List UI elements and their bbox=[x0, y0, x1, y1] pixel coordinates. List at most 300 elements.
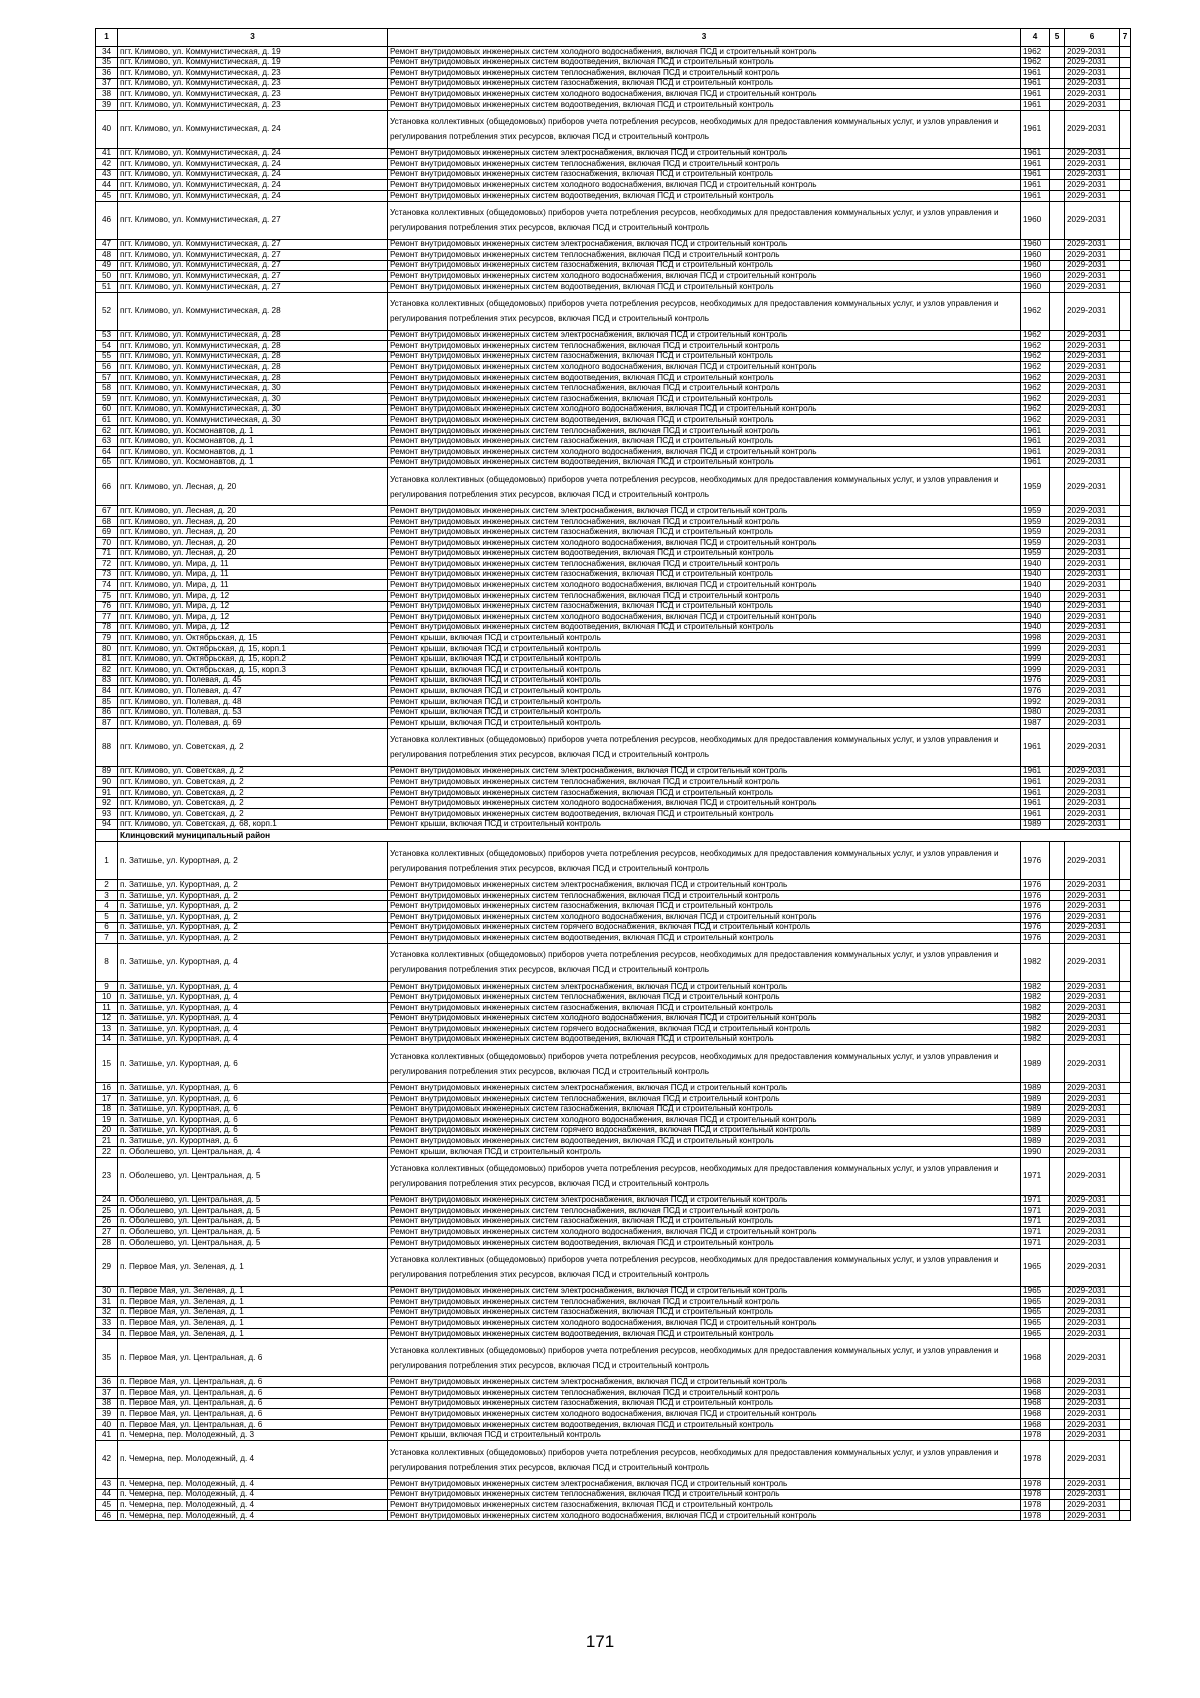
column-5-cell bbox=[1050, 601, 1065, 612]
table-row bbox=[96, 1479, 1131, 1490]
row-number-cell: 47 bbox=[96, 239, 118, 250]
period-cell: 2029-2031 bbox=[1065, 580, 1120, 591]
column-5-cell bbox=[1050, 68, 1065, 79]
row-number-cell: 10 bbox=[96, 992, 118, 1003]
column-7-cell bbox=[1120, 1157, 1131, 1195]
address-cell: п. Чемерна, пер. Молодежный, д. 4 bbox=[118, 1500, 388, 1511]
table-row bbox=[96, 590, 1131, 601]
work-type-cell: Ремонт крыши, включая ПСД и строительный контроль bbox=[388, 696, 1021, 707]
address-cell: п. Оболешево, ул. Центральная, д. 5 bbox=[118, 1216, 388, 1227]
address-cell: пгт. Климово, ул. Коммунистическая, д. 27 bbox=[118, 281, 388, 292]
period-cell: 2029-2031 bbox=[1065, 415, 1120, 426]
row-number-cell: 69 bbox=[96, 527, 118, 538]
table-row bbox=[96, 169, 1131, 180]
period-cell: 2029-2031 bbox=[1065, 506, 1120, 517]
row-number-cell: 28 bbox=[96, 1237, 118, 1248]
year-cell: 1940 bbox=[1021, 622, 1050, 633]
column-7-cell bbox=[1120, 1318, 1131, 1329]
year-cell: 1989 bbox=[1021, 819, 1050, 830]
row-number-cell: 92 bbox=[96, 798, 118, 809]
year-cell: 1968 bbox=[1021, 1419, 1050, 1430]
column-5-cell bbox=[1050, 250, 1065, 261]
work-type-cell: Ремонт внутридомовых инженерных систем электроснабжения, включая ПСД и строительный контроль bbox=[388, 1377, 1021, 1388]
work-type-cell: Ремонт внутридомовых инженерных систем электроснабжения, включая ПСД и строительный контроль bbox=[388, 1479, 1021, 1490]
period-cell: 2029-2031 bbox=[1065, 169, 1120, 180]
table-row bbox=[96, 330, 1131, 341]
year-cell: 1976 bbox=[1021, 933, 1050, 944]
work-type-cell: Ремонт внутридомовых инженерных систем газоснабжения, включая ПСД и строительный контроль bbox=[388, 1307, 1021, 1318]
period-cell: 2029-2031 bbox=[1065, 99, 1120, 110]
table-row bbox=[96, 559, 1131, 570]
work-type-cell: Ремонт внутридомовых инженерных систем теплоснабжения, включая ПСД и строительный контроль bbox=[388, 1093, 1021, 1104]
column-5-cell bbox=[1050, 1157, 1065, 1195]
column-7-cell bbox=[1120, 665, 1131, 676]
period-cell: 2029-2031 bbox=[1065, 590, 1120, 601]
work-type-cell: Ремонт крыши, включая ПСД и строительный контроль bbox=[388, 675, 1021, 686]
work-type-cell: Ремонт внутридомовых инженерных систем теплоснабжения, включая ПСД и строительный контроль bbox=[388, 777, 1021, 788]
period-cell: 2029-2031 bbox=[1065, 1286, 1120, 1297]
column-7-cell bbox=[1120, 538, 1131, 549]
address-cell: пгт. Климово, ул. Коммунистическая, д. 24 bbox=[118, 148, 388, 159]
address-cell: п. Первое Мая, ул. Центральная, д. 6 bbox=[118, 1388, 388, 1399]
work-type-cell: Ремонт внутридомовых инженерных систем электроснабжения, включая ПСД и строительный контроль bbox=[388, 1083, 1021, 1094]
column-7-cell bbox=[1120, 696, 1131, 707]
column-5-cell bbox=[1050, 1377, 1065, 1388]
address-cell: пгт. Климово, ул. Коммунистическая, д. 27 bbox=[118, 260, 388, 271]
work-type-cell: Ремонт внутридомовых инженерных систем электроснабжения, включая ПСД и строительный контроль bbox=[388, 148, 1021, 159]
address-cell: пгт. Климово, ул. Коммунистическая, д. 28 bbox=[118, 341, 388, 352]
row-number-cell: 30 bbox=[96, 1286, 118, 1297]
period-cell: 2029-2031 bbox=[1065, 1104, 1120, 1115]
row-number-cell: 60 bbox=[96, 404, 118, 415]
work-type-cell: Установка коллективных (общедомовых) приборов учета потребления ресурсов, необходимых для предоставления коммунальных услуг, и узлов управления и регулирования потребления этих ресурсов, включая ПСД и строительный контроль bbox=[388, 1339, 1021, 1377]
work-type-cell: Ремонт внутридомовых инженерных систем газоснабжения, включая ПСД и строительный контроль bbox=[388, 1003, 1021, 1014]
address-cell: пгт. Климово, ул. Советская, д. 2 bbox=[118, 766, 388, 777]
row-number-cell: 81 bbox=[96, 654, 118, 665]
column-5-cell bbox=[1050, 665, 1065, 676]
row-number-cell: 21 bbox=[96, 1136, 118, 1147]
address-cell: п. Оболешево, ул. Центральная, д. 5 bbox=[118, 1157, 388, 1195]
address-cell: пгт. Климово, ул. Лесная, д. 20 bbox=[118, 548, 388, 559]
row-number-cell: 58 bbox=[96, 383, 118, 394]
year-cell: 1940 bbox=[1021, 590, 1050, 601]
work-type-cell: Ремонт крыши, включая ПСД и строительный контроль bbox=[388, 686, 1021, 697]
period-cell: 2029-2031 bbox=[1065, 548, 1120, 559]
year-cell: 1968 bbox=[1021, 1388, 1050, 1399]
row-number-cell: 90 bbox=[96, 777, 118, 788]
table-row bbox=[96, 292, 1131, 330]
column-5-cell bbox=[1050, 159, 1065, 170]
row-number-cell: 26 bbox=[96, 1216, 118, 1227]
column-5-cell bbox=[1050, 1409, 1065, 1420]
address-cell: пгт. Климово, ул. Коммунистическая, д. 28 bbox=[118, 351, 388, 362]
district-title: Клинцовский муниципальный район bbox=[118, 830, 1131, 842]
work-type-cell: Ремонт внутридомовых инженерных систем газоснабжения, включая ПСД и строительный контроль bbox=[388, 394, 1021, 405]
work-type-cell: Ремонт внутридомовых инженерных систем холодного водоснабжения, включая ПСД и строительный контроль bbox=[388, 271, 1021, 282]
column-7-cell bbox=[1120, 1388, 1131, 1399]
work-type-cell: Ремонт крыши, включая ПСД и строительный контроль bbox=[388, 718, 1021, 729]
column-7-cell bbox=[1120, 933, 1131, 944]
table-row bbox=[96, 1409, 1131, 1420]
column-5-cell bbox=[1050, 372, 1065, 383]
address-cell: п. Оболешево, ул. Центральная, д. 5 bbox=[118, 1195, 388, 1206]
column-5-cell bbox=[1050, 415, 1065, 426]
table-row bbox=[96, 1157, 1131, 1195]
work-type-cell: Ремонт крыши, включая ПСД и строительный контроль bbox=[388, 707, 1021, 718]
table-row bbox=[96, 1500, 1131, 1511]
table-row bbox=[96, 809, 1131, 820]
column-5-cell bbox=[1050, 89, 1065, 100]
year-cell: 1961 bbox=[1021, 78, 1050, 89]
column-5-cell bbox=[1050, 943, 1065, 981]
header-row bbox=[96, 29, 1131, 47]
year-cell: 1982 bbox=[1021, 1034, 1050, 1045]
column-5-cell bbox=[1050, 1083, 1065, 1094]
table-row bbox=[96, 1195, 1131, 1206]
year-cell: 1962 bbox=[1021, 47, 1050, 58]
column-7-cell bbox=[1120, 842, 1131, 880]
column-5-cell bbox=[1050, 1297, 1065, 1308]
year-cell: 1940 bbox=[1021, 601, 1050, 612]
period-cell: 2029-2031 bbox=[1065, 351, 1120, 362]
work-type-cell: Ремонт внутридомовых инженерных систем теплоснабжения, включая ПСД и строительный контроль bbox=[388, 383, 1021, 394]
work-type-cell: Ремонт внутридомовых инженерных систем горячего водоснабжения, включая ПСД и строительный контроль bbox=[388, 922, 1021, 933]
table-row bbox=[96, 548, 1131, 559]
year-cell: 1965 bbox=[1021, 1318, 1050, 1329]
table-row bbox=[96, 1377, 1131, 1388]
table-row bbox=[96, 1115, 1131, 1126]
table-row bbox=[96, 1045, 1131, 1083]
year-cell: 1961 bbox=[1021, 766, 1050, 777]
column-7-cell bbox=[1120, 633, 1131, 644]
work-type-cell: Установка коллективных (общедомовых) приборов учета потребления ресурсов, необходимых для предоставления коммунальных услуг, и узлов управления и регулирования потребления этих ресурсов, включая ПСД и строительный контроль bbox=[388, 842, 1021, 880]
table-row bbox=[96, 110, 1131, 148]
table-row bbox=[96, 190, 1131, 201]
column-7-cell bbox=[1120, 580, 1131, 591]
work-type-cell: Ремонт внутридомовых инженерных систем газоснабжения, включая ПСД и строительный контроль bbox=[388, 601, 1021, 612]
column-5-cell bbox=[1050, 341, 1065, 352]
address-cell: п. Чемерна, пер. Молодежный, д. 4 bbox=[118, 1489, 388, 1500]
address-cell: п. Затишье, ул. Курортная, д. 2 bbox=[118, 842, 388, 880]
column-7-cell bbox=[1120, 912, 1131, 923]
column-7-cell bbox=[1120, 622, 1131, 633]
year-cell: 1968 bbox=[1021, 1398, 1050, 1409]
table-row bbox=[96, 1136, 1131, 1147]
district-blank-cell bbox=[96, 830, 118, 842]
period-cell: 2029-2031 bbox=[1065, 1479, 1120, 1490]
year-cell: 1989 bbox=[1021, 1083, 1050, 1094]
period-cell: 2029-2031 bbox=[1065, 110, 1120, 148]
work-type-cell: Ремонт крыши, включая ПСД и строительный контроль bbox=[388, 654, 1021, 665]
period-cell: 2029-2031 bbox=[1065, 809, 1120, 820]
column-7-cell bbox=[1120, 718, 1131, 729]
column-7-cell bbox=[1120, 1510, 1131, 1521]
column-7-cell bbox=[1120, 506, 1131, 517]
row-number-cell: 70 bbox=[96, 538, 118, 549]
period-cell: 2029-2031 bbox=[1065, 1441, 1120, 1479]
column-7-cell bbox=[1120, 201, 1131, 239]
period-cell: 2029-2031 bbox=[1065, 675, 1120, 686]
column-7-cell bbox=[1120, 250, 1131, 261]
year-cell: 1959 bbox=[1021, 516, 1050, 527]
year-cell: 1960 bbox=[1021, 271, 1050, 282]
row-number-cell: 34 bbox=[96, 1328, 118, 1339]
period-cell: 2029-2031 bbox=[1065, 1388, 1120, 1399]
period-cell: 2029-2031 bbox=[1065, 271, 1120, 282]
address-cell: п. Первое Мая, ул. Зеленая, д. 1 bbox=[118, 1286, 388, 1297]
address-cell: п. Затишье, ул. Курортная, д. 4 bbox=[118, 943, 388, 981]
table-row bbox=[96, 1083, 1131, 1094]
table-row bbox=[96, 707, 1131, 718]
column-5-cell bbox=[1050, 590, 1065, 601]
row-number-cell: 83 bbox=[96, 675, 118, 686]
column-7-cell bbox=[1120, 1115, 1131, 1126]
table-row bbox=[96, 1510, 1131, 1521]
work-type-cell: Ремонт внутридомовых инженерных систем холодного водоснабжения, включая ПСД и строительный контроль bbox=[388, 580, 1021, 591]
column-7-cell bbox=[1120, 1024, 1131, 1035]
period-cell: 2029-2031 bbox=[1065, 1136, 1120, 1147]
address-cell: пгт. Климово, ул. Полевая, д. 53 bbox=[118, 707, 388, 718]
row-number-cell: 34 bbox=[96, 47, 118, 58]
year-cell: 1961 bbox=[1021, 436, 1050, 447]
work-type-cell: Ремонт внутридомовых инженерных систем теплоснабжения, включая ПСД и строительный контроль bbox=[388, 992, 1021, 1003]
work-type-cell: Ремонт внутридомовых инженерных систем водоотведения, включая ПСД и строительный контроль bbox=[388, 415, 1021, 426]
address-cell: пгт. Климово, ул. Советская, д. 68, корп.1 bbox=[118, 819, 388, 830]
column-7-cell bbox=[1120, 1328, 1131, 1339]
work-type-cell: Ремонт внутридомовых инженерных систем теплоснабжения, включая ПСД и строительный контроль bbox=[388, 1206, 1021, 1217]
column-7-cell bbox=[1120, 590, 1131, 601]
row-number-cell: 78 bbox=[96, 622, 118, 633]
column-7-cell bbox=[1120, 1248, 1131, 1286]
address-cell: пгт. Климово, ул. Лесная, д. 20 bbox=[118, 468, 388, 506]
period-cell: 2029-2031 bbox=[1065, 643, 1120, 654]
period-cell: 2029-2031 bbox=[1065, 842, 1120, 880]
column-5-cell bbox=[1050, 1227, 1065, 1238]
table-row bbox=[96, 842, 1131, 880]
row-number-cell: 91 bbox=[96, 787, 118, 798]
column-5-cell bbox=[1050, 1339, 1065, 1377]
column-5-cell bbox=[1050, 394, 1065, 405]
period-cell: 2029-2031 bbox=[1065, 239, 1120, 250]
address-cell: п. Затишье, ул. Курортная, д. 4 bbox=[118, 992, 388, 1003]
address-cell: пгт. Климово, ул. Советская, д. 2 bbox=[118, 809, 388, 820]
column-7-cell bbox=[1120, 922, 1131, 933]
table-row bbox=[96, 506, 1131, 517]
address-cell: пгт. Климово, ул. Космонавтов, д. 1 bbox=[118, 457, 388, 468]
column-7-cell bbox=[1120, 548, 1131, 559]
year-cell: 1982 bbox=[1021, 943, 1050, 981]
period-cell: 2029-2031 bbox=[1065, 362, 1120, 373]
column-7-cell bbox=[1120, 1430, 1131, 1441]
year-cell: 1962 bbox=[1021, 292, 1050, 330]
column-7-cell bbox=[1120, 643, 1131, 654]
period-cell: 2029-2031 bbox=[1065, 281, 1120, 292]
table-row bbox=[96, 239, 1131, 250]
year-cell: 1978 bbox=[1021, 1430, 1050, 1441]
address-cell: п. Затишье, ул. Курортная, д. 4 bbox=[118, 1024, 388, 1035]
year-cell: 1940 bbox=[1021, 580, 1050, 591]
year-cell: 1968 bbox=[1021, 1409, 1050, 1420]
year-cell: 1960 bbox=[1021, 281, 1050, 292]
work-type-cell: Установка коллективных (общедомовых) приборов учета потребления ресурсов, необходимых для предоставления коммунальных услуг, и узлов управления и регулирования потребления этих ресурсов, включая ПСД и строительный контроль bbox=[388, 1157, 1021, 1195]
period-cell: 2029-2031 bbox=[1065, 1024, 1120, 1035]
column-7-cell bbox=[1120, 292, 1131, 330]
table-row bbox=[96, 201, 1131, 239]
year-cell: 1959 bbox=[1021, 527, 1050, 538]
row-number-cell: 86 bbox=[96, 707, 118, 718]
period-cell: 2029-2031 bbox=[1065, 1115, 1120, 1126]
column-7-cell bbox=[1120, 1377, 1131, 1388]
row-number-cell: 65 bbox=[96, 457, 118, 468]
table-row bbox=[96, 922, 1131, 933]
column-5-cell bbox=[1050, 912, 1065, 923]
table-row bbox=[96, 436, 1131, 447]
row-number-cell: 2 bbox=[96, 880, 118, 891]
table-row bbox=[96, 633, 1131, 644]
row-number-cell: 3 bbox=[96, 890, 118, 901]
header-cell: 1 bbox=[96, 29, 118, 47]
table-row bbox=[96, 457, 1131, 468]
work-type-cell: Ремонт внутридомовых инженерных систем водоотведения, включая ПСД и строительный контроль bbox=[388, 1034, 1021, 1045]
year-cell: 1989 bbox=[1021, 1125, 1050, 1136]
table-row bbox=[96, 1227, 1131, 1238]
address-cell: пгт. Климово, ул. Советская, д. 2 bbox=[118, 728, 388, 766]
column-7-cell bbox=[1120, 1286, 1131, 1297]
year-cell: 1971 bbox=[1021, 1227, 1050, 1238]
period-cell: 2029-2031 bbox=[1065, 718, 1120, 729]
address-cell: п. Чемерна, пер. Молодежный, д. 3 bbox=[118, 1430, 388, 1441]
address-cell: п. Первое Мая, ул. Центральная, д. 6 bbox=[118, 1419, 388, 1430]
address-cell: п. Чемерна, пер. Молодежный, д. 4 bbox=[118, 1510, 388, 1521]
row-number-cell: 24 bbox=[96, 1195, 118, 1206]
period-cell: 2029-2031 bbox=[1065, 1328, 1120, 1339]
row-number-cell: 36 bbox=[96, 1377, 118, 1388]
column-7-cell bbox=[1120, 383, 1131, 394]
work-type-cell: Ремонт внутридомовых инженерных систем газоснабжения, включая ПСД и строительный контроль bbox=[388, 1500, 1021, 1511]
address-cell: пгт. Климово, ул. Космонавтов, д. 1 bbox=[118, 447, 388, 458]
row-number-cell: 4 bbox=[96, 901, 118, 912]
year-cell: 1961 bbox=[1021, 148, 1050, 159]
column-5-cell bbox=[1050, 707, 1065, 718]
address-cell: п. Затишье, ул. Курортная, д. 6 bbox=[118, 1115, 388, 1126]
address-cell: п. Затишье, ул. Курортная, д. 2 bbox=[118, 890, 388, 901]
table-row bbox=[96, 415, 1131, 426]
table-row bbox=[96, 372, 1131, 383]
period-cell: 2029-2031 bbox=[1065, 707, 1120, 718]
work-type-cell: Ремонт внутридомовых инженерных систем водоотведения, включая ПСД и строительный контроль bbox=[388, 622, 1021, 633]
column-7-cell bbox=[1120, 260, 1131, 271]
table-row bbox=[96, 1286, 1131, 1297]
column-7-cell bbox=[1120, 1227, 1131, 1238]
year-cell: 1971 bbox=[1021, 1195, 1050, 1206]
row-number-cell: 76 bbox=[96, 601, 118, 612]
address-cell: пгт. Климово, ул. Космонавтов, д. 1 bbox=[118, 436, 388, 447]
year-cell: 1961 bbox=[1021, 180, 1050, 191]
table-row bbox=[96, 527, 1131, 538]
period-cell: 2029-2031 bbox=[1065, 1083, 1120, 1094]
address-cell: п. Затишье, ул. Курортная, д. 6 bbox=[118, 1093, 388, 1104]
column-7-cell bbox=[1120, 99, 1131, 110]
year-cell: 1960 bbox=[1021, 201, 1050, 239]
period-cell: 2029-2031 bbox=[1065, 559, 1120, 570]
row-number-cell: 49 bbox=[96, 260, 118, 271]
year-cell: 1962 bbox=[1021, 404, 1050, 415]
column-5-cell bbox=[1050, 933, 1065, 944]
work-type-cell: Ремонт внутридомовых инженерных систем горячего водоснабжения, включая ПСД и строительный контроль bbox=[388, 1024, 1021, 1035]
row-number-cell: 79 bbox=[96, 633, 118, 644]
work-type-cell: Ремонт внутридомовых инженерных систем холодного водоснабжения, включая ПСД и строительный контроль bbox=[388, 1115, 1021, 1126]
column-7-cell bbox=[1120, 1500, 1131, 1511]
row-number-cell: 41 bbox=[96, 148, 118, 159]
column-5-cell bbox=[1050, 516, 1065, 527]
column-7-cell bbox=[1120, 612, 1131, 623]
row-number-cell: 35 bbox=[96, 1339, 118, 1377]
address-cell: пгт. Климово, ул. Мира, д. 12 bbox=[118, 590, 388, 601]
period-cell: 2029-2031 bbox=[1065, 57, 1120, 68]
table-row bbox=[96, 1297, 1131, 1308]
header-cell: 3 bbox=[118, 29, 388, 47]
address-cell: п. Чемерна, пер. Молодежный, д. 4 bbox=[118, 1441, 388, 1479]
work-type-cell: Ремонт внутридомовых инженерных систем газоснабжения, включая ПСД и строительный контроль bbox=[388, 351, 1021, 362]
year-cell: 1962 bbox=[1021, 362, 1050, 373]
period-cell: 2029-2031 bbox=[1065, 1500, 1120, 1511]
work-type-cell: Ремонт внутридомовых инженерных систем теплоснабжения, включая ПСД и строительный контроль bbox=[388, 250, 1021, 261]
year-cell: 1987 bbox=[1021, 718, 1050, 729]
column-5-cell bbox=[1050, 1034, 1065, 1045]
column-7-cell bbox=[1120, 1479, 1131, 1490]
address-cell: п. Первое Мая, ул. Центральная, д. 6 bbox=[118, 1377, 388, 1388]
column-7-cell bbox=[1120, 281, 1131, 292]
address-cell: п. Затишье, ул. Курортная, д. 6 bbox=[118, 1083, 388, 1094]
table-row bbox=[96, 1206, 1131, 1217]
address-cell: пгт. Климово, ул. Мира, д. 12 bbox=[118, 601, 388, 612]
work-type-cell: Ремонт внутридомовых инженерных систем холодного водоснабжения, включая ПСД и строительный контроль bbox=[388, 47, 1021, 58]
period-cell: 2029-2031 bbox=[1065, 922, 1120, 933]
column-7-cell bbox=[1120, 1489, 1131, 1500]
column-5-cell bbox=[1050, 1104, 1065, 1115]
address-cell: п. Первое Мая, ул. Центральная, д. 6 bbox=[118, 1339, 388, 1377]
year-cell: 1971 bbox=[1021, 1157, 1050, 1195]
year-cell: 1962 bbox=[1021, 341, 1050, 352]
table-row bbox=[96, 1419, 1131, 1430]
table-row bbox=[96, 654, 1131, 665]
address-cell: п. Оболешево, ул. Центральная, д. 5 bbox=[118, 1206, 388, 1217]
work-type-cell: Установка коллективных (общедомовых) приборов учета потребления ресурсов, необходимых для предоставления коммунальных услуг, и узлов управления и регулирования потребления этих ресурсов, включая ПСД и строительный контроль bbox=[388, 110, 1021, 148]
work-type-cell: Установка коллективных (общедомовых) приборов учета потребления ресурсов, необходимых для предоставления коммунальных услуг, и узлов управления и регулирования потребления этих ресурсов, включая ПСД и строительный контроль bbox=[388, 1045, 1021, 1083]
row-number-cell: 50 bbox=[96, 271, 118, 282]
column-7-cell bbox=[1120, 777, 1131, 788]
work-type-cell: Ремонт крыши, включая ПСД и строительный контроль bbox=[388, 633, 1021, 644]
table-row bbox=[96, 992, 1131, 1003]
address-cell: п. Затишье, ул. Курортная, д. 6 bbox=[118, 1104, 388, 1115]
work-type-cell: Ремонт внутридомовых инженерных систем холодного водоснабжения, включая ПСД и строительный контроль bbox=[388, 180, 1021, 191]
period-cell: 2029-2031 bbox=[1065, 457, 1120, 468]
period-cell: 2029-2031 bbox=[1065, 394, 1120, 405]
row-number-cell: 67 bbox=[96, 506, 118, 517]
column-5-cell bbox=[1050, 1093, 1065, 1104]
work-type-cell: Ремонт внутридомовых инженерных систем холодного водоснабжения, включая ПСД и строительный контроль bbox=[388, 1409, 1021, 1420]
table-row bbox=[96, 68, 1131, 79]
year-cell: 1978 bbox=[1021, 1479, 1050, 1490]
row-number-cell: 32 bbox=[96, 1307, 118, 1318]
column-5-cell bbox=[1050, 1248, 1065, 1286]
period-cell: 2029-2031 bbox=[1065, 787, 1120, 798]
table-row bbox=[96, 425, 1131, 436]
row-number-cell: 42 bbox=[96, 159, 118, 170]
year-cell: 1978 bbox=[1021, 1441, 1050, 1479]
column-7-cell bbox=[1120, 1419, 1131, 1430]
period-cell: 2029-2031 bbox=[1065, 68, 1120, 79]
